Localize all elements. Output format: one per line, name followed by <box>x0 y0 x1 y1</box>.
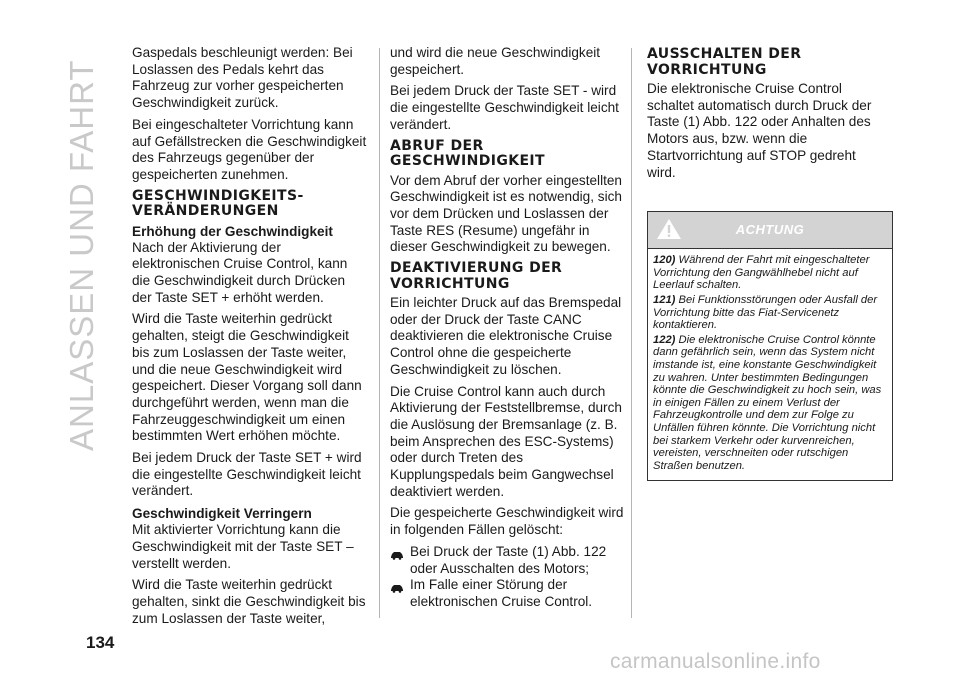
chapter-title-vertical: ANLASSEN UND FAHRT <box>63 59 100 451</box>
section-heading: ABRUF DER GESCHWINDIGKEIT <box>390 137 545 170</box>
warning-item <box>653 294 887 332</box>
warning-item-text: Die elektronische Cruise Control könnte dann gefährlich sein, wenn das System nicht imstande ist, eine konstante Geschwindigkeit zu wahren. Unter bestimmten Bedingungen könnte die Geschwindigkeit zu hoch sein, was in einigen Fällen zu einem Verlust der Fahrzeugkontrolle und dem zur Folge zu Unfällen führen könnte. Die Vorrichtung nicht bei starkem Verkehr oder kurvenreichen, vereisten, verschneiten oder rutschigen Straßen benutzen. <box>653 333 882 472</box>
page-number: 134 <box>86 633 115 652</box>
warning-item-number: 122) <box>653 333 676 346</box>
column-1 <box>132 45 368 632</box>
subsection-heading: Geschwindigkeit Verringern <box>132 506 312 522</box>
warning-item <box>653 254 887 292</box>
warning-box <box>647 211 893 481</box>
list-item <box>390 544 626 577</box>
paragraph: Die elektronische Cruise Control schaltet automatisch durch Druck der Taste (1) Abb. 122 oder Anhalten des Motors aus, bzw. wenn die Startvorrichtung auf STOP gedreht wird. <box>647 81 872 180</box>
section-heading: GESCHWINDIGKEITS-VERÄNDERUNGEN <box>132 187 304 220</box>
paragraph: Wird die Taste weiterhin gedrückt gehalten, sinkt die Geschwindigkeit bis zum Loslassen der Taste weiter, <box>132 577 366 626</box>
list-item-text: Im Falle einer Störung der elektronischen Cruise Control. <box>410 577 593 609</box>
warning-item-number: 120) <box>653 254 676 267</box>
paragraph: Gaspedals beschleunigt werden: Bei Loslassen des Pedals kehrt das Fahrzeug zur vorher gespeicherten Geschwindigkeit zurück. <box>132 45 353 111</box>
column-divider <box>631 48 632 618</box>
paragraph: und wird die neue Geschwindigkeit gespeichert. <box>390 45 601 77</box>
paragraph: Die Cruise Control kann auch durch Aktivierung der Feststellbremse, durch die Auslösung der Bremsanlage (z. B. beim Ansprechen des ESC-Systems) oder durch Treten des Kupplungspedals beim Gangwechsel deaktiviert werden. <box>390 383 622 499</box>
paragraph: Die gespeicherte Geschwindigkeit wird in folgenden Fällen gelöscht: <box>390 505 624 538</box>
paragraph: Ein leichter Druck auf das Bremspedal oder der Druck der Taste CANC deaktivieren die elektronische Cruise Control ohne die gespeicherte Geschwindigkeit zu löschen. <box>390 295 622 377</box>
warning-item-text: Bei Funktionsstörungen oder Ausfall der Vorrichtung bitte das Fiat-Servicenetz kontaktieren. <box>653 294 878 332</box>
section-heading: DEAKTIVIERUNG DER VORRICHTUNG <box>390 260 563 292</box>
watermark: carmanualsonline.info <box>610 650 821 673</box>
paragraph: Nach der Aktivierung der elektronischen Cruise Control, kann die Geschwindigkeit durch Drücken der Taste SET + erhöht werden. <box>132 239 348 305</box>
car-bullet-icon <box>390 577 406 610</box>
paragraph: Bei jedem Druck der Taste SET - wird die eingestellte Geschwindigkeit leicht verändert. <box>390 83 619 132</box>
paragraph: Bei jedem Druck der Taste SET + wird die eingestellte Geschwindigkeit leicht verändert. <box>132 450 362 499</box>
subsection-heading: Erhöhung der Geschwindigkeit <box>132 223 333 239</box>
paragraph: Wird die Taste weiterhin gedrückt gehalten, steigt die Geschwindigkeit bis zum Loslassen der Taste weiter, und die neue Geschwindigkeit wird gespeichert. Dieser Vorgang soll dann durchgeführt werden, wenn man die Fahrzeuggeschwindigkeit um einen bestimmten Wert erhöhen möchte. <box>132 311 362 444</box>
list-item <box>390 577 626 610</box>
paragraph: Bei eingeschalteter Vorrichtung kann auf Gefällstrecken die Geschwindigkeit des Fahrzeugs gegenüber der gespeicherten zunehmen. <box>132 116 367 182</box>
warning-item-number: 121) <box>653 294 676 306</box>
column-2 <box>390 45 626 611</box>
warning-item-text: Während der Fahrt mit eingeschalteter Vorrichtung den Gangwählhebel nicht auf Leerlauf schalten. <box>653 254 870 292</box>
warning-body <box>648 249 892 480</box>
warning-title: ACHTUNG <box>735 222 805 238</box>
warning-item <box>653 334 887 473</box>
list-item-text: Bei Druck der Taste (1) Abb. 122 oder Ausschalten des Motors; <box>410 543 607 576</box>
column-divider <box>379 48 380 618</box>
warning-header <box>648 212 892 249</box>
paragraph: Mit aktivierter Vorrichtung kann die Geschwindigkeit mit der Taste SET – verstellt werden. <box>132 522 354 571</box>
car-bullet-icon <box>390 544 406 577</box>
column-3 <box>647 45 883 481</box>
section-heading: AUSSCHALTEN DER VORRICHTUNG <box>647 46 802 78</box>
paragraph: Vor dem Abruf der vorher eingestellten Geschwindigkeit ist es notwendig, sich vor dem Drücken und Loslassen der Taste RES (Resume) ungefähr in dieser Geschwindigkeit zu bewegen. <box>390 172 622 255</box>
